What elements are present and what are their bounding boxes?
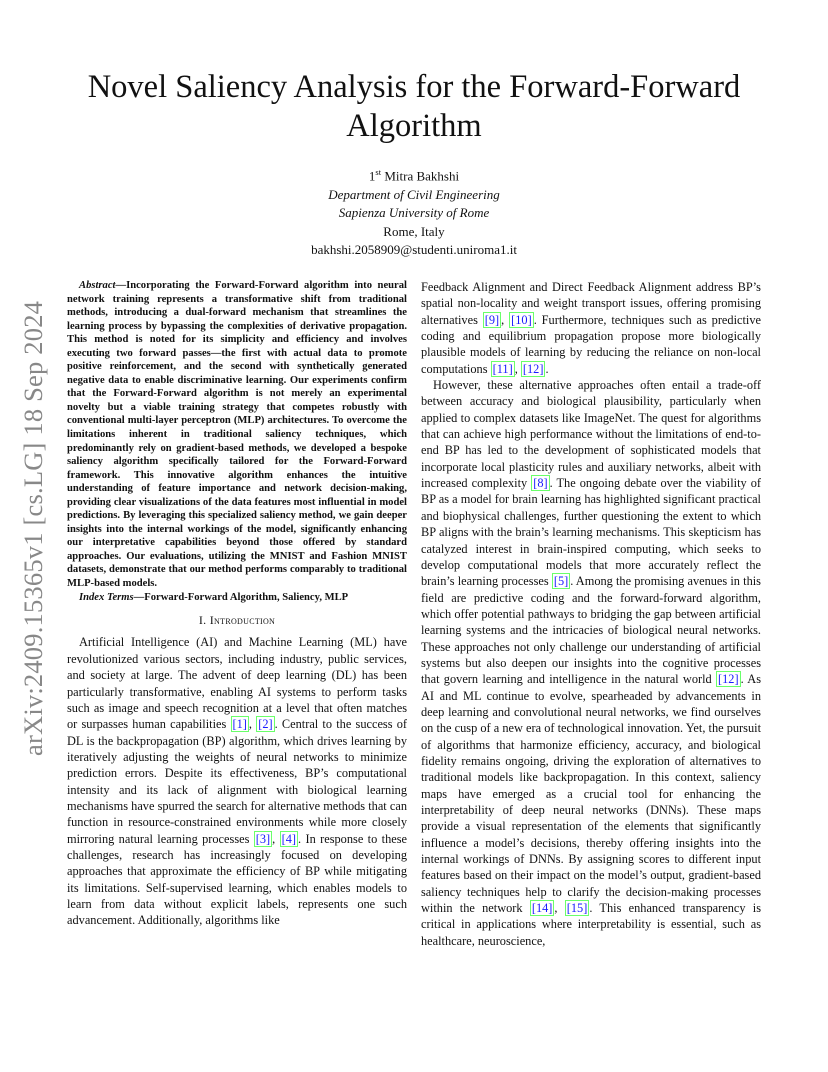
text-run: , — [514, 361, 521, 376]
author-email[interactable]: bakhshi.2058909@studenti.uniroma1.it — [311, 242, 517, 258]
text-run: . Central to the success of DL is the backpropagation (BP) algorithm, which drives learning by iteratively adjusting the weights of neural networks to minimize prediction errors. Despite its effectiveness, BP’s computational intensity and its lack of alignment with biological learning mechanisms have spurred the search for alternative methods that can function in resource-constrained environments while more closely mirroring natural learning processes — [67, 717, 408, 846]
right-column — [421, 279, 761, 949]
citation-link[interactable]: [15] — [566, 901, 588, 916]
citation-link[interactable]: [3] — [255, 831, 271, 846]
author-ordinal-number: 1 — [368, 168, 376, 184]
text-run: , — [272, 831, 280, 846]
text-run: . This enhanced transparency is critical in applications where interpretability is essential, such as healthcare, neuroscience, — [421, 901, 762, 948]
author-name-line — [214, 163, 614, 186]
citation-link[interactable]: [14] — [531, 901, 553, 916]
intro-paragraph-2 — [421, 377, 761, 949]
intro-paragraph-1 — [67, 634, 407, 928]
citation-link[interactable]: [1] — [232, 717, 247, 732]
arxiv-sidebar-stamp — [18, 288, 58, 788]
citation-link[interactable]: [5] — [553, 574, 569, 589]
text-run: . In response to these challenges, research has increasingly focused on developing approaches that approximate the efficiency of BP while mitigating its limitations. Self-supervised learning, which enables models to learn from data without explicit labels, represents one such advancement. Additionally, algorithms like — [67, 831, 407, 928]
index-terms-text: —Forward-Forward Algorithm, Saliency, MLP — [133, 591, 349, 603]
citation-link[interactable]: [9] — [484, 312, 500, 327]
author-department: Department of Civil Engineering — [328, 186, 500, 202]
text-run: . — [545, 361, 549, 376]
text-run: , — [501, 312, 510, 327]
section-title: Introduction — [209, 613, 276, 628]
text-run: However, these alternative approaches often entail a trade-off between accuracy and biological plausibility, particularly when applied to complex datasets like ImageNet. The quest for algorithms that can achieve high performance without the limitations of end-to-end BP has led to the development of sophisticated models that incorporate local plasticity rules and auxiliary networks, albeit with increased complexity — [421, 378, 761, 491]
author-university: Sapienza University of Rome — [338, 205, 490, 221]
arxiv-identifier: arXiv:2409.15365v1 [cs.LG] 18 Sep 2024 — [18, 300, 48, 756]
section-heading-introduction — [67, 612, 407, 628]
author-ordinal: st — [375, 167, 382, 177]
text-run: Artificial Intelligence (AI) and Machine Learning (ML) have revolutionized various sectors, including industry, public services, and society at large. The advent of deep learning (DL) has been particularly transformative, enabling AI systems to perform tasks such as image and speech recognition at a level that often matches or surpasses human capabilities — [67, 635, 407, 732]
text-run: Feedback Alignment and Direct Feedback Alignment address BP’s spatial non-locality and weight transport issues, offering promising alternatives — [421, 280, 761, 327]
citation-link[interactable]: [10] — [511, 312, 532, 327]
section-number: I. — [198, 613, 207, 628]
paper-title: Novel Saliency Analysis for the Forward-Forward Algorithm — [87, 69, 741, 144]
text-run: . Among the promising avenues in this field are predictive coding and the forward-forward algorithm, which offer potential pathways to bridging the gap between artificial learning systems and the intricacies of biological neural networks. These approaches not only challenge our understanding of artificial systems but also deepen our insights into the cognitive processes that govern learning and intelligence in the natural world — [421, 574, 761, 687]
author-name: Mitra Bakhshi — [384, 168, 460, 184]
abstract — [67, 279, 407, 591]
intro-paragraph-continued — [421, 279, 761, 377]
text-run: . The ongoing debate over the viability of BP as a model for brain learning has highlighted significant practical and biophysical challenges, further questioning the extent to which BP aligns with the brain’s learning mechanisms. This skepticism has catalyzed interest in brain-inspired computing, which seeks to develop computational models that more accurately reflect the brain’s learning processes — [421, 476, 761, 589]
citation-link[interactable]: [11] — [492, 361, 513, 376]
abstract-lead: Abstract — [79, 280, 116, 291]
text-run: , — [554, 901, 565, 916]
citation-link[interactable]: [8] — [533, 476, 548, 491]
left-column — [67, 279, 407, 929]
text-run: . Furthermore, techniques such as predictive coding and equilibrium propagation propose more biologically plausible models of learning by reducing the reliance on non-local computations — [421, 312, 761, 376]
citation-link[interactable]: [4] — [281, 831, 297, 846]
citation-link[interactable]: [12] — [718, 672, 739, 687]
index-terms — [67, 591, 407, 605]
abstract-text: —Incorporating the Forward-Forward algorithm into neural network training represents a transformative shift from traditional methods, introducing a dual-forward mechanism that streamlines the learning process by bypassing the complexities of derivative propagation. This method is noted for its simplicity and efficiency and involves executing two forward passes—the first with actual data to promote positive reinforcement, and the second with synthetically generated negative data to enable discriminative learning. Our experiments confirm that the Forward-Forward algorithm is not merely an experimental novelty but a viable training strategy that competes robustly with conventional multi-layer perceptron (MLP) architectures. To overcome the limitations inherent in traditional saliency techniques, which predominantly rely on gradient-based methods, we developed a bespoke saliency algorithm specifically tailored for the Forward-Forward framework. This innovative algorithm enhances the intuitive understanding of feature importance and network decision-making, providing clear visualizations of the data features most influential in model predictions. By leveraging this specialized saliency method, we gain deeper insights into the internal workings of the model, significantly enhancing our interpretative capabilities beyond those offered by standard approaches. Our evaluations, utilizing the MNIST and Fashion MNIST datasets, demonstrate that our method performs comparably to traditional MLP-based models. — [67, 280, 407, 590]
index-terms-lead: Index Terms — [79, 591, 134, 603]
text-run: . As AI and ML continue to evolve, spearheaded by advancements in deep learning and convolutional neural networks, we find ourselves on the cusp of a new era of technological innovation. Yet, the pursuit of algorithms that harmonize efficiency, accuracy, and biological fidelity remains ongoing, driving the exploration of alternatives to traditional models like backpropagation. In this context, saliency maps have emerged as a crucial tool for enhancing the interpretability of deep neural networks (DNNs). These maps provide a visual representation of the elements that significantly influence a model’s decisions, thereby offering insights into the internal workings of DNNs. By assigning scores to different input features based on their impact on the model’s output, gradient-based saliency techniques help to clarify the decision-making processes within the network — [421, 672, 761, 916]
citation-link[interactable]: [2] — [258, 717, 273, 732]
text-run: , — [248, 717, 257, 732]
author-block — [214, 163, 614, 260]
author-location: Rome, Italy — [383, 223, 445, 239]
citation-link[interactable]: [12] — [522, 361, 544, 376]
